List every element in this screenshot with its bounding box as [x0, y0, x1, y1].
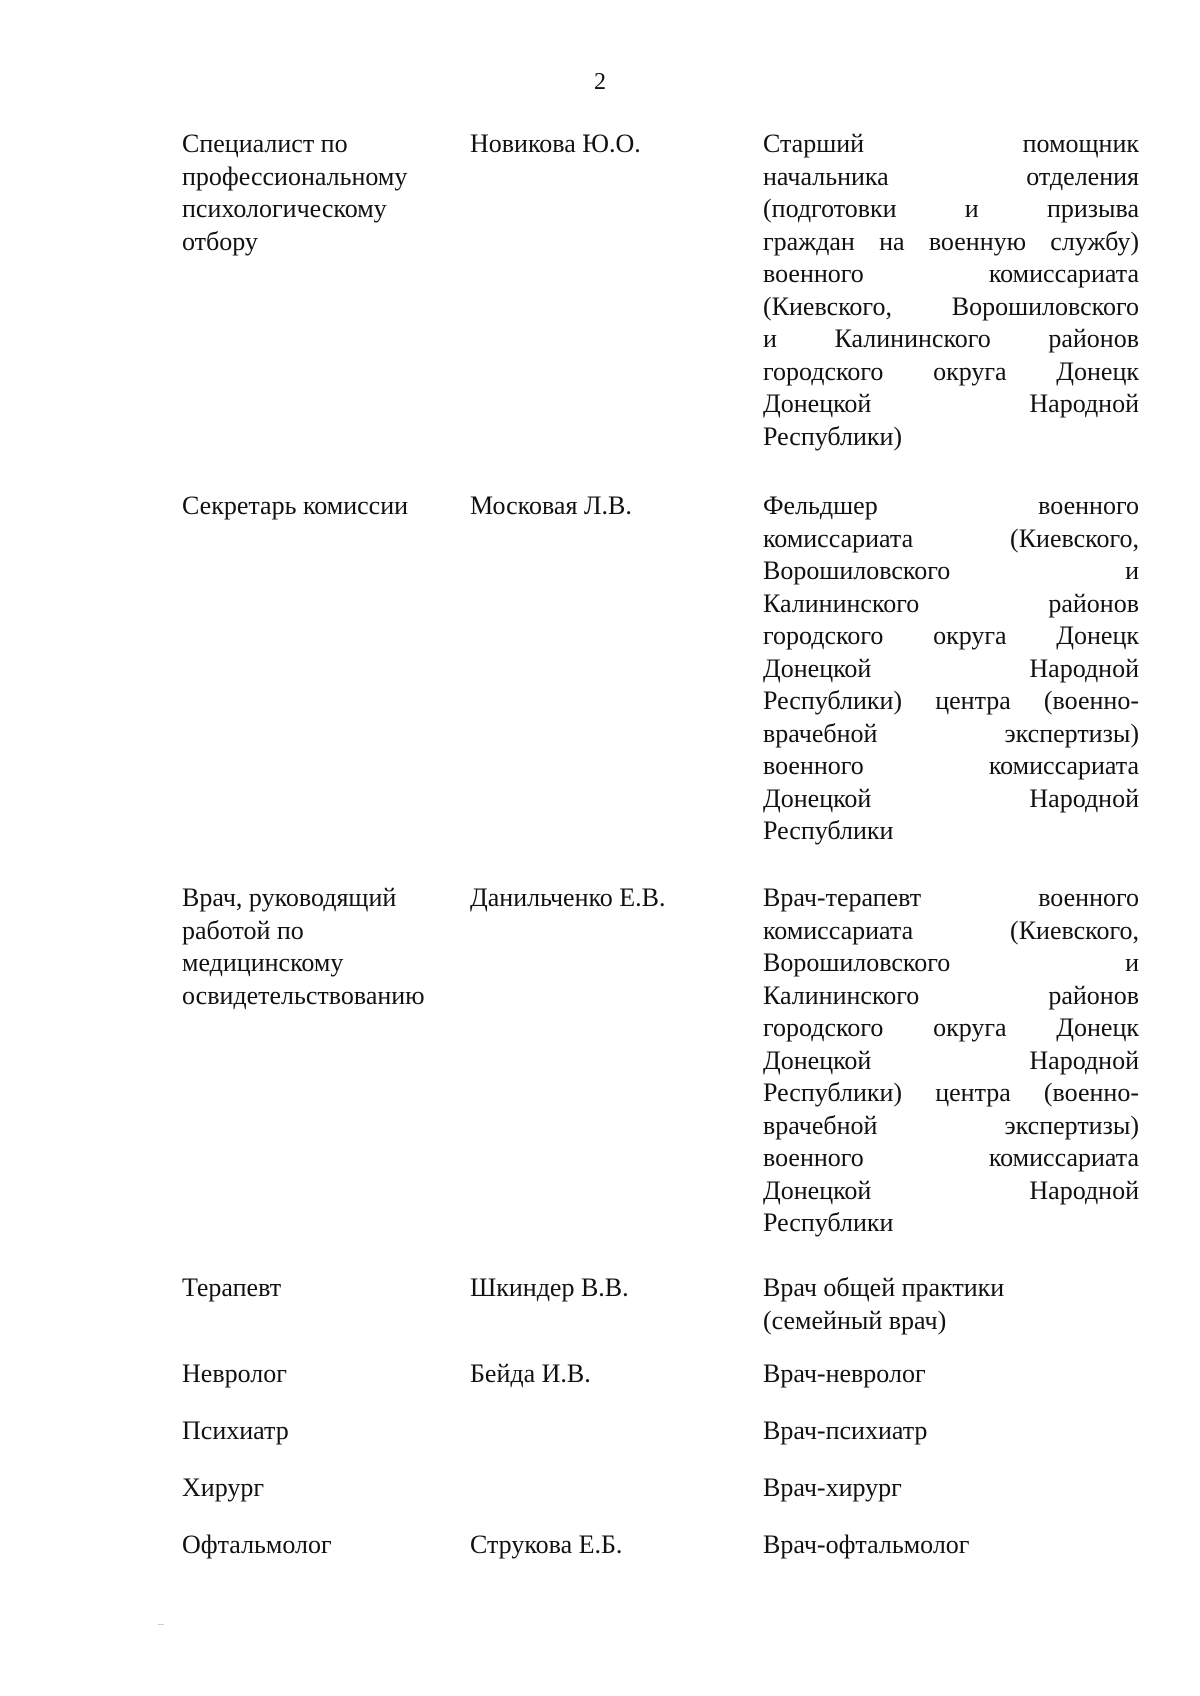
position-line: Ворошиловского и — [763, 948, 1139, 977]
position-line: Врач-офтальмолог — [763, 1530, 970, 1559]
position-line: Республики) центра (военно- — [763, 686, 1139, 715]
position-line: городского округа Донецк — [763, 356, 1139, 386]
role-line: Врач, руководящий — [182, 883, 397, 912]
member-name: Московая Л.В. — [470, 491, 632, 520]
member-name: Данильченко Е.В. — [470, 883, 666, 912]
member-position — [763, 1472, 1139, 1505]
position-line: Фельдшер военного — [763, 491, 1139, 520]
member-position — [763, 490, 1139, 848]
member-role — [182, 882, 460, 1012]
position-line: Республики — [763, 1208, 894, 1237]
position-line: Республики — [763, 816, 894, 845]
position-line: городского округа Донецк — [763, 621, 1139, 650]
member-name: Бейда И.В. — [470, 1359, 591, 1388]
member-role — [182, 128, 460, 258]
member-role — [182, 490, 460, 523]
position-line: начальника отделения — [763, 161, 1139, 191]
role-line: работой по — [182, 915, 304, 945]
member-position — [763, 1415, 1139, 1448]
member-position — [763, 1272, 1139, 1337]
position-line: Врач-невролог — [763, 1359, 926, 1388]
role-line: освидетельствованию — [182, 980, 425, 1010]
position-line: Ворошиловского и — [763, 556, 1139, 585]
position-line: военного комиссариата — [763, 751, 1139, 780]
position-line: военного комиссариата — [763, 1143, 1139, 1172]
position-line: Донецкой Народной — [763, 1175, 1139, 1205]
role-line: профессиональному — [182, 161, 408, 191]
position-line: врачебной экспертизы) — [763, 718, 1139, 748]
member-name: Струкова Е.Б. — [470, 1530, 623, 1559]
position-line: врачебной экспертизы) — [763, 1110, 1139, 1140]
position-line: комиссариата (Киевского, — [763, 915, 1139, 945]
member-position — [763, 882, 1139, 1240]
page-number: 2 — [594, 69, 606, 95]
member-position — [763, 1358, 1139, 1391]
role-line: Специалист по — [182, 129, 348, 158]
role-line: Офтальмолог — [182, 1530, 332, 1559]
position-line: Республики) — [763, 421, 903, 451]
position-line: городского округа Донецк — [763, 1013, 1139, 1042]
member-role — [182, 1415, 460, 1448]
member-position — [763, 1529, 1139, 1562]
position-line: (Киевского, Ворошиловского — [763, 291, 1139, 321]
position-line: Врач-психиатр — [763, 1416, 928, 1445]
member-position — [763, 128, 1139, 453]
role-line: отбору — [182, 226, 258, 256]
position-line: Донецкой Народной — [763, 1045, 1139, 1075]
position-line: Врач-хирург — [763, 1473, 902, 1502]
member-name: Новикова Ю.О. — [470, 129, 641, 158]
position-line: Республики) центра (военно- — [763, 1078, 1139, 1107]
role-line: Хирург — [182, 1473, 265, 1502]
role-line: Невролог — [182, 1359, 287, 1388]
position-line: Врач-терапевт военного — [763, 883, 1139, 912]
role-line: медицинскому — [182, 948, 344, 977]
position-line: Калининского районов — [763, 588, 1139, 618]
role-line: Терапевт — [182, 1273, 282, 1302]
position-line: комиссариата (Киевского, — [763, 523, 1139, 553]
position-line: Донецкой Народной — [763, 389, 1139, 418]
position-line: Донецкой Народной — [763, 653, 1139, 683]
member-role — [182, 1529, 460, 1562]
position-line: граждан на военную службу) — [763, 226, 1139, 256]
scan-artifact — [158, 1624, 164, 1625]
position-line: Калининского районов — [763, 980, 1139, 1010]
position-line: Врач общей практики — [763, 1273, 1005, 1302]
position-line: и Калининского районов — [763, 324, 1139, 353]
role-line: Секретарь комиссии — [182, 491, 409, 520]
member-role — [182, 1358, 460, 1391]
role-line: психологическому — [182, 194, 387, 223]
member-role — [182, 1472, 460, 1505]
role-line: Психиатр — [182, 1416, 289, 1445]
position-line: (подготовки и призыва — [763, 194, 1139, 223]
position-line: (семейный врач) — [763, 1305, 947, 1335]
position-line: Донецкой Народной — [763, 783, 1139, 813]
member-role — [182, 1272, 460, 1305]
position-line: Старший помощник — [763, 129, 1139, 158]
member-name: Шкиндер В.В. — [470, 1273, 629, 1302]
position-line: военного комиссариата — [763, 259, 1139, 288]
